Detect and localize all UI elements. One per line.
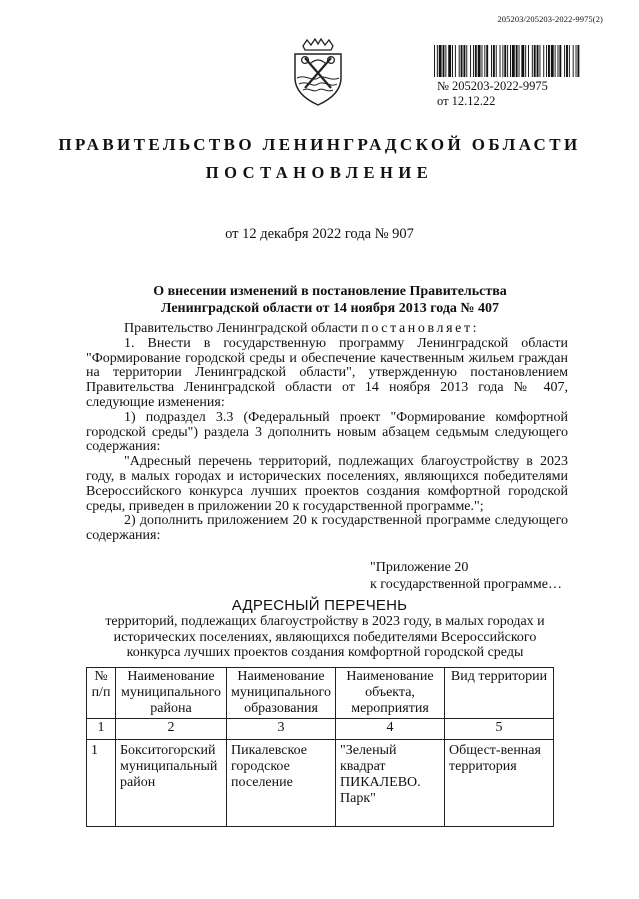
- barcode-bar: [496, 45, 497, 77]
- list-title: АДРЕСНЫЙ ПЕРЕЧЕНЬ: [231, 597, 408, 614]
- column-number-cell: 5: [445, 719, 554, 740]
- barcode-bar: [534, 45, 536, 77]
- barcode-bar: [478, 45, 481, 77]
- table-header-cell: Наименование муниципального района: [116, 668, 227, 719]
- barcode-bar: [532, 45, 533, 77]
- barcode-bar: [482, 45, 483, 77]
- barcode-bar: [466, 45, 467, 77]
- barcode-bar: [434, 45, 435, 77]
- barcode-bar: [437, 45, 438, 77]
- barcode-bar: [445, 45, 446, 77]
- barcode-bar: [569, 45, 570, 77]
- subject-line-1: О внесении изменений в постановление Правительства: [153, 284, 507, 299]
- barcode-bar: [448, 45, 451, 77]
- barcode-bar: [510, 45, 511, 77]
- registration-date: от 12.12.22: [437, 94, 496, 108]
- document-subject: [80, 283, 580, 317]
- barcode-bar: [564, 45, 565, 77]
- appendix-header: [370, 559, 562, 593]
- table-cell: "Зеленый квадрат ПИКАЛЕВО. Парк": [336, 740, 445, 827]
- barcode-bar: [576, 45, 577, 77]
- subject-line-2: Ленинградской области от 14 ноября 2013 года № 407: [161, 301, 499, 316]
- paragraph-3: "Адресный перечень территорий, подлежащих благоустройству в 2023 году, в малых городах и исторических поселениях, являющихся победителями Всероссийского конкурса лучших проектов создания комфортной городской среды, приведен в приложении 20 к государственной программе.";: [86, 454, 568, 514]
- barcode-bar: [502, 45, 503, 77]
- document-date-number: от 12 декабря 2022 года № 907: [225, 226, 414, 242]
- barcode-bar: [525, 45, 526, 77]
- appendix-line-2: к государственной программе…: [370, 577, 562, 592]
- barcode-bar: [500, 45, 501, 77]
- barcode-bar: [558, 45, 559, 77]
- barcode-bar: [475, 45, 477, 77]
- column-number-cell: 3: [227, 719, 336, 740]
- barcode-bar: [493, 45, 495, 77]
- table-header-cell: Наименование объекта, мероприятия: [336, 668, 445, 719]
- table-cell: Пикалевское городское поселение: [227, 740, 336, 827]
- paragraph-2: 1) подраздел 3.3 (Федеральный проект "Формирование комфортной городской среды") раздела 3 дополнить новым абзацем седьмым следующего содержания:: [86, 409, 568, 455]
- barcode-icon: [434, 45, 580, 77]
- barcode-bar: [455, 45, 456, 77]
- list-subtitle: территорий, подлежащих благоустройству в 2023 году, в малых городах и исторических поселениях, являющихся победителями Всероссийского конкурса лучших проектов создания комфортной городской среды: [105, 614, 545, 660]
- barcode-bar: [470, 45, 471, 77]
- government-title: ПРАВИТЕЛЬСТВО ЛЕНИНГРАДСКОЙ ОБЛАСТИ: [58, 135, 581, 154]
- table-cell: 1: [87, 740, 116, 827]
- table-header-cell: Вид территории: [445, 668, 554, 719]
- barcode-bar: [521, 45, 524, 77]
- table-column-number-row: [87, 719, 554, 740]
- barcode-bar: [539, 45, 540, 77]
- column-number-cell: 4: [336, 719, 445, 740]
- column-number-cell: 2: [116, 719, 227, 740]
- paragraph-1: 1. Внести в государственную программу Ленинградской области "Формирование городской среды и обеспечение качественным жильем граждан на территории Ленинградской области", утвержденную постановлением Правительства Ленинградской области от 14 ноября 2013 года № 407, следующие изменения:: [86, 335, 568, 410]
- barcode-bar: [486, 45, 488, 77]
- barcode-bar: [566, 45, 568, 77]
- barcode-bar: [516, 45, 518, 77]
- paragraph-4: 2) дополнить приложением 20 к государственной программе следующего содержания:: [86, 513, 568, 544]
- column-number-cell: 1: [87, 719, 116, 740]
- barcode-bar: [519, 45, 520, 77]
- barcode-bar: [577, 45, 579, 77]
- coat-of-arms-icon: [283, 38, 353, 108]
- table-header-row: [87, 668, 554, 719]
- document-reference: 205203/205203-2022-9975(2): [497, 14, 603, 24]
- barcode-bar: [573, 45, 574, 77]
- document-body: [86, 322, 568, 544]
- barcode-bar: [543, 45, 544, 77]
- table-header-cell: № п/п: [87, 668, 116, 719]
- barcode-bar: [491, 45, 492, 77]
- barcode-bar: [512, 45, 515, 77]
- table-cell: Общест-венная территория: [445, 740, 554, 827]
- table-cell: Бокситогорский муниципальный район: [116, 740, 227, 827]
- barcode-bar: [504, 45, 506, 77]
- intro-paragraph: Правительство Ленинградской области постановляет:: [124, 321, 480, 336]
- barcode-bar: [439, 45, 442, 77]
- barcode-bar: [443, 45, 445, 77]
- barcode-bar: [546, 45, 547, 77]
- barcode-bar: [461, 45, 463, 77]
- document-type: ПОСТАНОВЛЕНИЕ: [205, 163, 434, 182]
- barcode-bar: [484, 45, 485, 77]
- appendix-line-1: "Приложение 20: [370, 560, 469, 575]
- barcode-bar: [528, 45, 529, 77]
- barcode-bar: [452, 45, 453, 77]
- barcode-bar: [463, 45, 465, 77]
- table-row: [87, 740, 554, 827]
- barcode-bar: [459, 45, 460, 77]
- address-list-table: [86, 667, 554, 827]
- registration-stamp: [437, 79, 548, 109]
- barcode-bar: [555, 45, 556, 77]
- barcode-bar: [537, 45, 539, 77]
- barcode-bar: [548, 45, 550, 77]
- barcode-bar: [551, 45, 554, 77]
- barcode-bar: [507, 45, 508, 77]
- barcode-bar: [473, 45, 474, 77]
- table-header-cell: Наименование муниципального образования: [227, 668, 336, 719]
- barcode-bar: [559, 45, 561, 77]
- registration-number: № 205203-2022-9975: [437, 79, 548, 93]
